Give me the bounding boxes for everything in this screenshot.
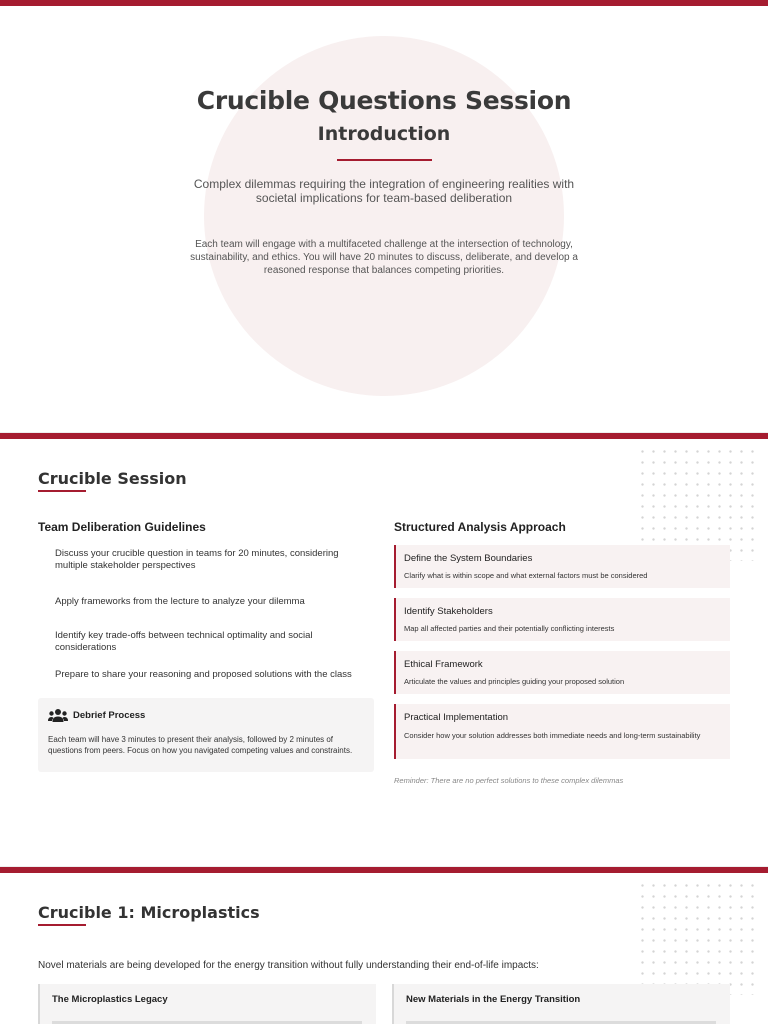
step-description: Clarify what is within scope and what external factors must be considered <box>404 571 648 580</box>
section-title: Crucible 1: Microplastics <box>38 903 260 922</box>
step-title: Practical Implementation <box>404 712 509 723</box>
section-title: Crucible Session <box>38 469 187 488</box>
reminder-note: Reminder: There are no perfect solutions to these complex dilemmas <box>394 776 624 785</box>
title-underline <box>337 159 432 161</box>
intro-text: Novel materials are being developed for the energy transition without fully understanding their end-of-life impacts: <box>38 960 539 971</box>
page-subtitle: Introduction <box>317 123 451 145</box>
slide-introduction <box>0 0 768 432</box>
section-title-underline <box>38 924 86 926</box>
guideline-item: Discuss your crucible question in teams for 20 minutes, considering multiple stakeholder perspectives <box>55 548 339 571</box>
dot-pattern-decoration <box>637 446 757 561</box>
step-title: Ethical Framework <box>404 659 483 670</box>
guideline-item: Apply frameworks from the lecture to analyze your dilemma <box>55 596 305 607</box>
analysis-step <box>394 598 730 641</box>
section-title-underline <box>38 490 86 492</box>
guideline-item: Prepare to share your reasoning and proposed solutions with the class <box>55 669 352 680</box>
users-icon <box>48 708 68 724</box>
step-description: Map all affected parties and their potentially conflicting interests <box>404 624 615 633</box>
step-title: Identify Stakeholders <box>404 606 493 617</box>
topic-card <box>392 984 730 1024</box>
top-accent-bar <box>0 867 768 873</box>
slide-crucible-microplastics <box>0 867 768 1024</box>
body-paragraph: Each team will engage with a multifaceted challenge at the intersection of technology, sustainability, and ethics. You will have 20 minutes to discuss, deliberate, and develop a reasoned response that balances competing priorities. <box>190 239 578 276</box>
slide-crucible-session <box>0 433 768 866</box>
analysis-step <box>394 545 730 588</box>
analysis-step <box>394 704 730 759</box>
top-accent-bar <box>0 0 768 6</box>
top-accent-bar <box>0 433 768 439</box>
step-title: Define the System Boundaries <box>404 553 533 564</box>
step-description: Articulate the values and principles guiding your proposed solution <box>404 677 625 686</box>
analysis-heading: Structured Analysis Approach <box>394 520 566 534</box>
card-title: The Microplastics Legacy <box>52 994 168 1005</box>
step-description: Consider how your solution addresses both immediate needs and long-term sustainability <box>404 731 701 740</box>
debrief-panel <box>38 698 374 772</box>
debrief-title: Debrief Process <box>73 710 146 721</box>
debrief-text: Each team will have 3 minutes to present their analysis, followed by 2 minutes of questions from peers. Focus on how you navigated competing values and constraints. <box>48 735 353 755</box>
guideline-item: Identify key trade-offs between technical optimality and social considerations <box>55 630 313 653</box>
lead-paragraph: Complex dilemmas requiring the integration of engineering realities with societal implications for team-based deliberation <box>193 177 575 205</box>
analysis-step <box>394 651 730 694</box>
guidelines-heading: Team Deliberation Guidelines <box>38 520 206 534</box>
topic-card <box>38 984 376 1024</box>
card-title: New Materials in the Energy Transition <box>406 994 581 1005</box>
page-title: Crucible Questions Session <box>196 86 572 115</box>
dot-pattern-decoration <box>637 880 757 995</box>
